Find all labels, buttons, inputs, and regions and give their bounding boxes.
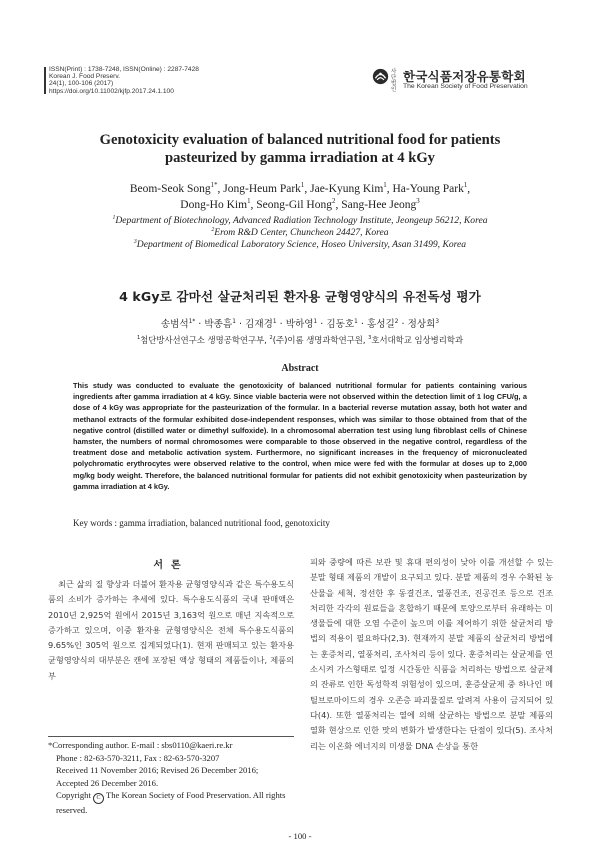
author-sup: 2 <box>331 198 336 206</box>
author-name: Dong-Ho Kim <box>180 199 248 211</box>
society-logo <box>372 66 562 94</box>
author-sup: 1 <box>463 182 468 190</box>
author-name-ko: 송범석 <box>160 319 189 330</box>
author-name-ko: 홍성길 <box>366 319 395 330</box>
issn-line: ISSN(Print) : 1738-7248, ISSN(Online) : 2287-7428 <box>49 66 199 73</box>
copyright-icon: C <box>93 793 104 804</box>
page-number: - 100 - <box>288 831 312 841</box>
society-small-label: 사단법인 <box>391 69 397 93</box>
journal-name: Korean J. Food Preserv. <box>49 73 120 81</box>
society-name-en: The Korean Society of Food Preservation <box>403 83 528 90</box>
abstract-heading: Abstract <box>281 363 319 374</box>
author-sup: 1 <box>300 182 305 190</box>
author-name-ko: 박하영 <box>285 319 314 330</box>
author-sup: 3 <box>416 198 420 206</box>
affiliations-ko: $^1$첨단방사선연구소 생명공학연구부, $^2$(주)이롬 생명과학연구원, $^3$호서대학교 임상병리학과 <box>136 335 464 345</box>
footnote-rule <box>48 736 294 737</box>
keywords <box>73 518 527 528</box>
affiliations-en <box>40 215 560 252</box>
author-name-ko: 김동호 <box>326 319 355 330</box>
copyright: Copyright C The Korean Society of Food Preservation. All rights reserved. <box>56 790 286 816</box>
keywords-label: Key words : <box>73 518 117 528</box>
author-sup: 1 <box>383 182 387 190</box>
keywords-text: gamma irradiation, balanced nutritional food, genotoxicity <box>119 518 330 528</box>
affiliation-line: $^1$Department of Biotechnology, Advanced Radiation Technology Institute, Jeongeup 56212, Korea <box>112 214 488 226</box>
corresponding-author: *Corresponding author. E-mail : sbs0110@kaeri.re.kr <box>48 740 233 750</box>
title-line-1: Genotoxicity evaluation of balanced nutritional food for patients <box>99 132 501 148</box>
author-name: Jae-Kyung Kim <box>310 183 384 195</box>
authors-en: Beom-Seok Song$^{1*}$, Jong-Heum Park$^1$, Jae-Kyung Kim$^1$, Ha-Young Park$^1$, Dong-Ho Kim$^1$, Seong-Gil Hong$^2$, Sang-Hee Jeong$^3$ <box>129 182 471 211</box>
footnote <box>48 739 294 817</box>
title-line-2: pasteurized by gamma irradiation at 4 kGy <box>165 149 435 166</box>
author-sup: 1* <box>210 182 218 190</box>
author-name-ko: 정상희 <box>407 319 436 330</box>
korean-title: 4 kGy로 감마선 살균처리된 환자용 균형영양식의 유전독성 평가 <box>119 289 481 304</box>
affiliation-line: $^3$Department of Biomedical Laboratory Science, Hoseo University, Asan 31499, Korea <box>133 239 467 251</box>
volume-line: 24(1), 100-106 (2017) <box>49 80 114 88</box>
meta-bar <box>44 67 46 94</box>
author-name-ko: 김재경 <box>245 319 273 330</box>
doi-link[interactable]: https://doi.org/10.11002/kjfp.2017.24.1.100 <box>49 87 174 95</box>
author-name: Sang-Hee Jeong <box>341 199 417 211</box>
section-heading: 서론 <box>153 560 189 571</box>
author-sup: 1 <box>247 198 251 206</box>
authors-ko: 송범석$^{1*}$ · 박종흠$^1$ · 김재경$^1$ · 박하영$^1$ · 김동호$^1$ · 홍성길$^2$ · 정상희$^3$ <box>160 318 440 330</box>
author-name: Beom-Seok Song <box>129 183 211 195</box>
body-left-column: 최근 삶의 질 향상과 더불어 환자용 균형영양식과 같은 특수용도식품의 소비가 증가하는 추세에 있다. 특수용도식품의 국내 판매액은 2010년 2,925억 원에서 2015년 3,163억 원으로 매년 지속적으로 증가하고 있으며, 이중 환자용 균형영양식은 전체 특수용도식품의 9.65%인 305억 원으로 집계되었다(1). 현재 판매되고 있는 환자용 균형영양식의 대부분은 캔에 포장된 액상 형태의 제품들이나, 제품의 부 <box>48 579 294 681</box>
journal-meta <box>49 66 199 95</box>
author-name-ko: 박종흠 <box>204 319 233 330</box>
body-right-column: 피와 중량에 따른 보관 및 휴대 편의성이 낮아 이를 개선할 수 있는 분말 형태 제품의 개발이 요구되고 있다. 분말 제품의 경우 수확된 농산물을 세척, 정선한 후 동결건조, 열풍건조, 진공건조 등으로 건조 처리한 각각의 원료들을 혼합하기 때문에 토양으로부터 유래하는 미생물들에 대한 오염 수준이 높으며 이를 제어하기 위한 살균처리 방법의 적용이 필요하다(2,3). 현재까지 분말 제품의 살균처리 방법에는 훈증처리, 열풍처리, 조사처리 등이 있다. 훈증처리는 살균제를 연소시켜 가스형태로 일정 시간동안 식품을 처리하는 방법으로 살균제의 잔류로 인한 독성학적 위험성이 있으며, 훈증살균제 중 하나인 메틸브로마이드의 경우 오존층 파괴물질로 알려져 사용이 금지되어 있다(4). 또한 열풍처리는 열에 의해 살균하는 방법으로 분말 제품의 열화 현상으로 인한 맛의 변화가 발생한다는 단점이 있다(5). 조사처리는 이온화 에너지의 미생물 DNA 손상을 통한 <box>310 557 553 751</box>
accepted-date: Accepted 26 December 2016. <box>56 777 159 788</box>
author-name: Seong-Gil Hong <box>256 199 332 211</box>
society-name-ko: 한국식품저장유통학회 <box>403 69 526 84</box>
author-name: Ha-Young Park <box>392 183 464 195</box>
author-name: Jong-Heum Park <box>223 183 301 195</box>
society-emblem-icon <box>372 68 389 85</box>
contact-phone: Phone : 82-63-570-3211, Fax : 82-63-570-3207 <box>56 752 220 763</box>
abstract-text: This study was conducted to evaluate the genotoxicity of balanced nutritional formular for patients containing various ingredients after gamma irradiation at 4 kGy. Since viable bacteria were not observed within the detection limit of 1 log CFU/g, a dose of 4 kGy was appropriate for the pasteurization of the formular. In a bacterial reverse mutation assay, both hot water and methanol extracts of the formular exhibited dose-independent responses, which was similar to those obtained from that of the negative control (distilled water or dimethyl sulfoxide). In a chromosomal aberration test using lung fibroblast cells of Chinese hamster, the numbers of normal chromosomes were comparable to those observed in the negative control, regardless of the treatment dose and metabolic activation system. Furthermore, no significant increases in the frequency of micronucleated polychromatic erythrocytes were observed relative to the control, when mice were fed with the formular at doses up to 2,000 mg/kg body weight. Therefore, the balanced nutritional formular for patients did not exhibit genotoxicity when pasteurization by gamma irradiation at 4 kGy. <box>73 381 527 491</box>
paper-title <box>40 132 560 167</box>
affiliation-line: $^2$Erom R&D Center, Chuncheon 24427, Korea <box>211 227 389 239</box>
received-dates: Received 11 November 2016; Revised 26 December 2016; <box>56 765 259 776</box>
